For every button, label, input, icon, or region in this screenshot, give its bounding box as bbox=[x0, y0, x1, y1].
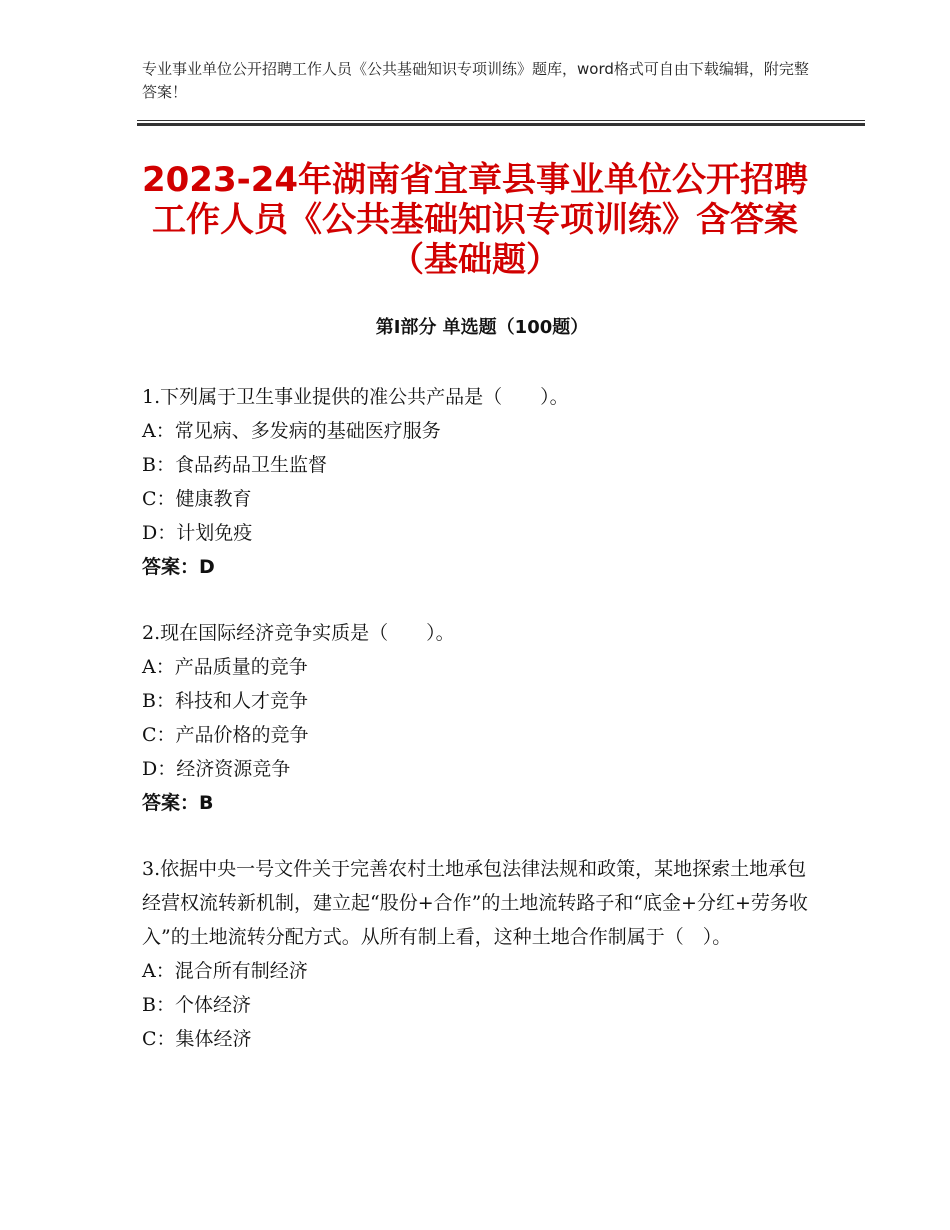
option-d: D：计划免疫 bbox=[142, 522, 253, 544]
question-1 bbox=[142, 380, 810, 584]
question-stem: 1.下列属于卫生事业提供的准公共产品是（ ）。 bbox=[142, 386, 569, 408]
option-c: C：集体经济 bbox=[142, 1028, 252, 1050]
title-line-1: 2023-24年湖南省宜章县事业单位公开招聘 bbox=[141, 160, 809, 200]
option-c: C：健康教育 bbox=[142, 488, 252, 510]
question-stem: 2.现在国际经济竞争实质是（ ）。 bbox=[142, 622, 455, 644]
option-a: A：产品质量的竞争 bbox=[142, 656, 308, 678]
section-title: 第Ⅰ部分 单选题（100题） bbox=[375, 317, 589, 338]
option-d: D：经济资源竞争 bbox=[142, 758, 291, 780]
answer: 答案：B bbox=[142, 792, 214, 814]
question-2 bbox=[142, 616, 810, 820]
title-line-3: （基础题） bbox=[390, 240, 560, 280]
question-3 bbox=[142, 852, 810, 1056]
document-title bbox=[130, 160, 820, 280]
header-rule-thin bbox=[137, 120, 865, 121]
option-b: B：食品药品卫生监督 bbox=[142, 454, 327, 476]
answer: 答案：D bbox=[142, 556, 215, 578]
question-list bbox=[142, 380, 810, 1088]
question-stem: 3.依据中央一号文件关于完善农村土地承包法律法规和政策，某地探索土地承包经营权流转新机制，建立起“股份+合作”的土地流转路子和“底金+分红+劳务收入”的土地流转分配方式。从所有制上看，这种土地合作制属于（ ）。 bbox=[142, 858, 808, 948]
option-b: B：科技和人才竞争 bbox=[142, 690, 308, 712]
header-note: 专业事业单位公开招聘工作人员《公共基础知识专项训练》题库，word格式可自由下载编辑，附完整答案！ bbox=[142, 60, 809, 101]
option-a: A：常见病、多发病的基础医疗服务 bbox=[142, 420, 441, 442]
option-b: B：个体经济 bbox=[142, 994, 251, 1016]
option-a: A：混合所有制经济 bbox=[142, 960, 308, 982]
option-c: C：产品价格的竞争 bbox=[142, 724, 309, 746]
title-line-2: 工作人员《公共基础知识专项训练》含答案 bbox=[152, 200, 798, 240]
header-rule-thick bbox=[137, 123, 865, 126]
